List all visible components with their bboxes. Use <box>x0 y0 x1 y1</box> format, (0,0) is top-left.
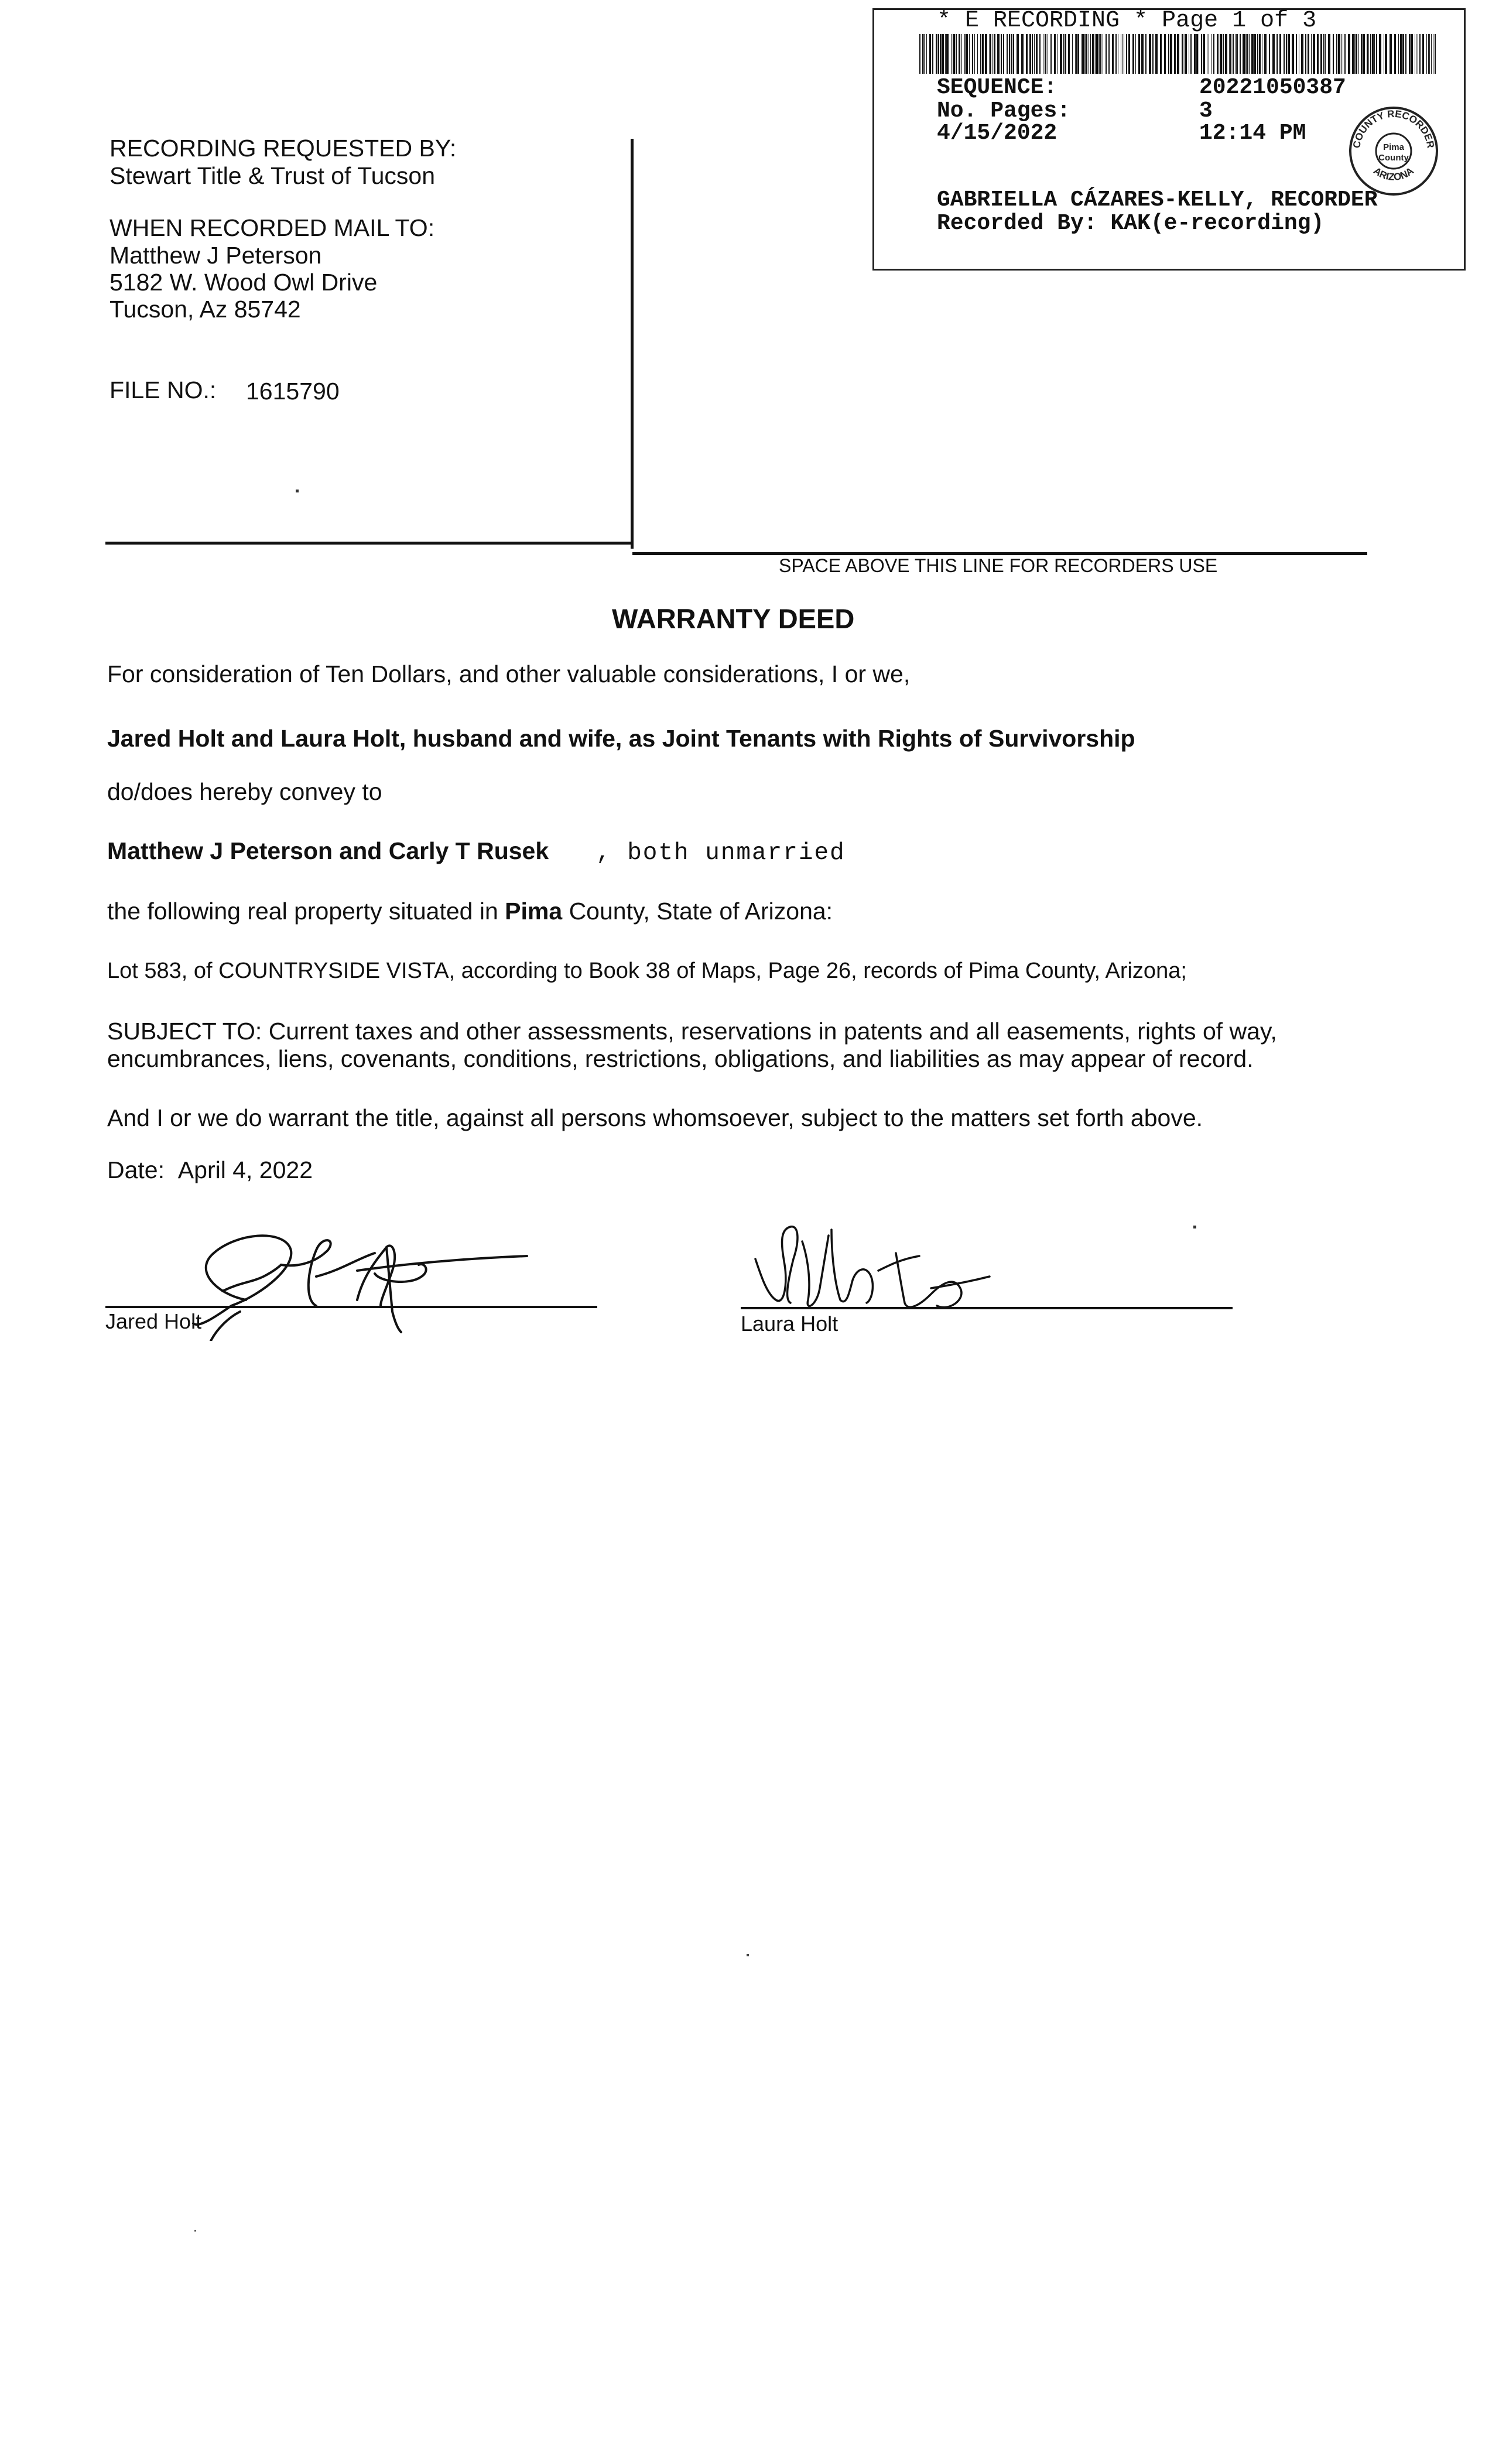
date-label: Date: <box>107 1156 165 1183</box>
seal-text-top: COUNTY RECORDER <box>1351 108 1436 149</box>
warrant-text: And I or we do warrant the title, against all persons whomsoever, subject to the matters set forth above. <box>107 1104 1203 1131</box>
header-rule-left <box>105 542 632 545</box>
signature-line-1 <box>105 1306 597 1308</box>
mail-to-label: WHEN RECORDED MAIL TO: <box>109 214 435 241</box>
sequence-value: 20221050387 <box>1199 75 1346 100</box>
date-value: April 4, 2022 <box>177 1156 313 1183</box>
grantors-text: Jared Holt and Laura Holt, husband and wife, as Joint Tenants with Rights of Survivorship <box>107 725 1135 752</box>
stray-mark <box>747 1954 749 1956</box>
signature-laura-holt <box>744 1218 1036 1317</box>
mail-to-city: Tucson, Az 85742 <box>109 296 301 323</box>
mail-to-name: Matthew J Peterson <box>109 242 322 269</box>
subject-to-line-2: encumbrances, liens, covenants, conditions, restrictions, obligations, and liabilities as may appear of record. <box>107 1045 1254 1072</box>
recorder-header: * E RECORDING * Page 1 of 3 <box>937 8 1317 34</box>
mail-to-street: 5182 W. Wood Owl Drive <box>109 269 378 296</box>
file-no-value: 1615790 <box>246 378 340 405</box>
subject-to-line-1: SUBJECT TO: Current taxes and other assessments, reservations in patents and all easements, rights of way, <box>107 1018 1277 1045</box>
property-intro-post: County, State of Arizona: <box>562 898 833 925</box>
header-vertical-divider <box>631 139 634 549</box>
stray-mark <box>194 2230 196 2232</box>
barcode <box>919 34 1438 74</box>
grantees-suffix: , both unmarried <box>596 840 846 867</box>
signature-line-2 <box>741 1307 1233 1309</box>
stray-mark <box>296 490 299 492</box>
recorded-by: Recorded By: KAK(e-recording) <box>937 211 1325 236</box>
record-date: 4/15/2022 <box>937 121 1057 146</box>
seal-text-bottom: ARIZONA <box>1371 165 1416 183</box>
grantees-text: Matthew J Peterson and Carly T Rusek <box>107 837 549 864</box>
signer2-name: Laura Holt <box>741 1312 839 1336</box>
seal-center-2: County <box>1378 153 1409 163</box>
pages-value: 3 <box>1199 98 1213 124</box>
date-line <box>107 1156 313 1184</box>
pages-label: No. Pages: <box>937 98 1071 124</box>
consideration-text: For consideration of Ten Dollars, and other valuable considerations, I or we, <box>107 661 911 687</box>
county-seal-icon <box>1347 104 1440 198</box>
recorder-name: GABRIELLA CÁZARES-KELLY, RECORDER <box>937 187 1378 213</box>
signer1-name: Jared Holt <box>105 1309 202 1333</box>
property-intro <box>107 898 833 925</box>
property-county: Pima <box>505 898 563 925</box>
stray-mark <box>1193 1226 1196 1228</box>
requested-by-label: RECORDING REQUESTED BY: <box>109 135 457 162</box>
space-above-line-note: SPACE ABOVE THIS LINE FOR RECORDERS USE <box>779 555 1218 576</box>
requested-by-value: Stewart Title & Trust of Tucson <box>109 162 436 189</box>
property-intro-pre: the following real property situated in <box>107 898 505 925</box>
convey-text: do/does hereby convey to <box>107 778 382 805</box>
legal-description: Lot 583, of COUNTRYSIDE VISTA, according to Book 38 of Maps, Page 26, records of Pima County, Arizona; <box>107 959 1187 983</box>
seal-center-1: Pima <box>1383 142 1404 152</box>
deed-title: WARRANTY DEED <box>612 603 855 634</box>
sequence-label: SEQUENCE: <box>937 75 1057 100</box>
record-time: 12:14 PM <box>1199 121 1306 146</box>
file-no-label: FILE NO.: <box>109 377 217 403</box>
